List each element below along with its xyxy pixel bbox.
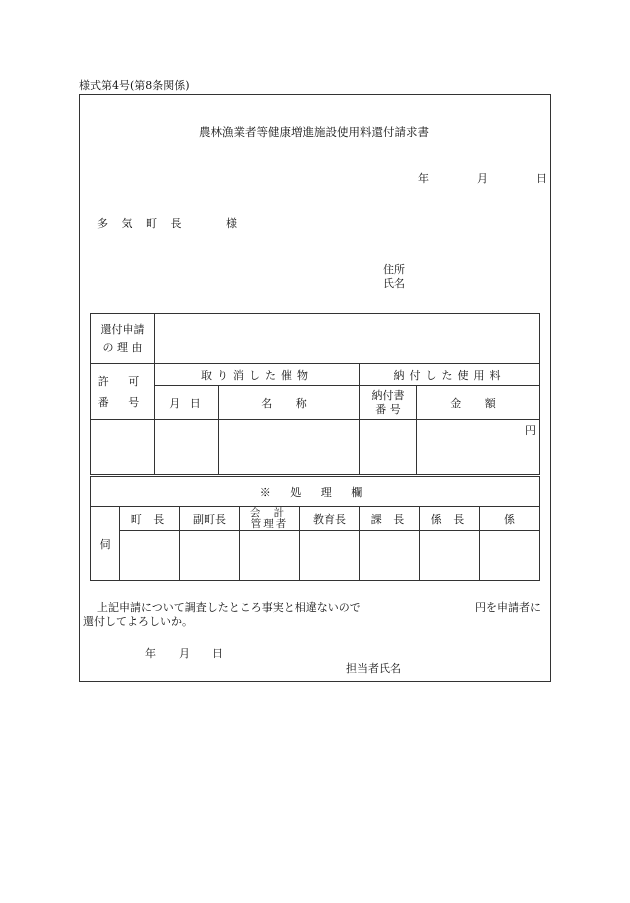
staff-name-label: 担当者氏名 (346, 662, 401, 675)
footer-date-year: 年 (145, 647, 156, 660)
month-day-field[interactable] (155, 420, 219, 475)
reason-label: 還付申請 の 理 由 (91, 314, 155, 364)
date-day: 日 (536, 172, 547, 185)
pay-slip-no-header: 納付書 番 号 (360, 386, 417, 420)
footer-date-month: 月 (179, 647, 190, 660)
col-kaikei-kanrisha: 会 計 管理者 (240, 507, 300, 531)
month-day-header: 月 日 (155, 386, 219, 420)
processing-header: ※ 処 理 欄 (91, 477, 540, 507)
date-month: 月 (477, 172, 488, 185)
footer-line1-right: 円を申請者に (475, 601, 541, 614)
refund-table (90, 313, 540, 475)
col-kyoikucho: 教育長 (300, 507, 360, 531)
reason-field[interactable] (155, 314, 540, 364)
form-title: 農林漁業者等健康増進施設使用料還付請求書 (199, 125, 429, 139)
pay-slip-no-field[interactable] (360, 420, 417, 475)
processing-table (90, 476, 540, 581)
amount-field[interactable] (417, 420, 540, 475)
date-year: 年 (418, 172, 429, 185)
seal-kakaricho[interactable] (420, 531, 480, 581)
event-name-header: 名 称 (219, 386, 360, 420)
col-fukuchocho: 副町長 (180, 507, 240, 531)
seal-kaikei[interactable] (240, 531, 300, 581)
amount-header: 金 額 (417, 386, 540, 420)
seal-kyoikucho[interactable] (300, 531, 360, 581)
applicant-address-label: 住所 (383, 263, 405, 276)
footer-line2: 還付してよろしいか。 (83, 615, 193, 628)
form-number: 様式第4号(第8条関係) (79, 79, 190, 92)
seal-chocho[interactable] (120, 531, 180, 581)
paid-fee-header: 納付した使用料 (360, 364, 540, 386)
cancelled-event-header: 取り消した催物 (155, 364, 360, 386)
col-chocho: 町 長 (120, 507, 180, 531)
seal-kakari[interactable] (480, 531, 540, 581)
yen-unit: 円 (525, 424, 536, 437)
col-kakari: 係 (480, 507, 540, 531)
seal-fukuchocho[interactable] (180, 531, 240, 581)
col-kacho: 課 長 (360, 507, 420, 531)
applicant-name-label: 氏名 (383, 277, 405, 290)
permit-no-field[interactable] (91, 420, 155, 475)
addressee-sama: 様 (226, 217, 237, 230)
footer-line1: 上記申請について調査したところ事実と相違ないので (97, 601, 361, 614)
seal-kacho[interactable] (360, 531, 420, 581)
footer-date-day: 日 (212, 647, 223, 660)
ukagai-label: 伺 (91, 507, 120, 581)
permit-no-label: 許 可 番 号 (91, 364, 155, 420)
col-kakaricho: 係 長 (420, 507, 480, 531)
event-name-field[interactable] (219, 420, 360, 475)
addressee: 多 気 町 長 (97, 217, 187, 230)
